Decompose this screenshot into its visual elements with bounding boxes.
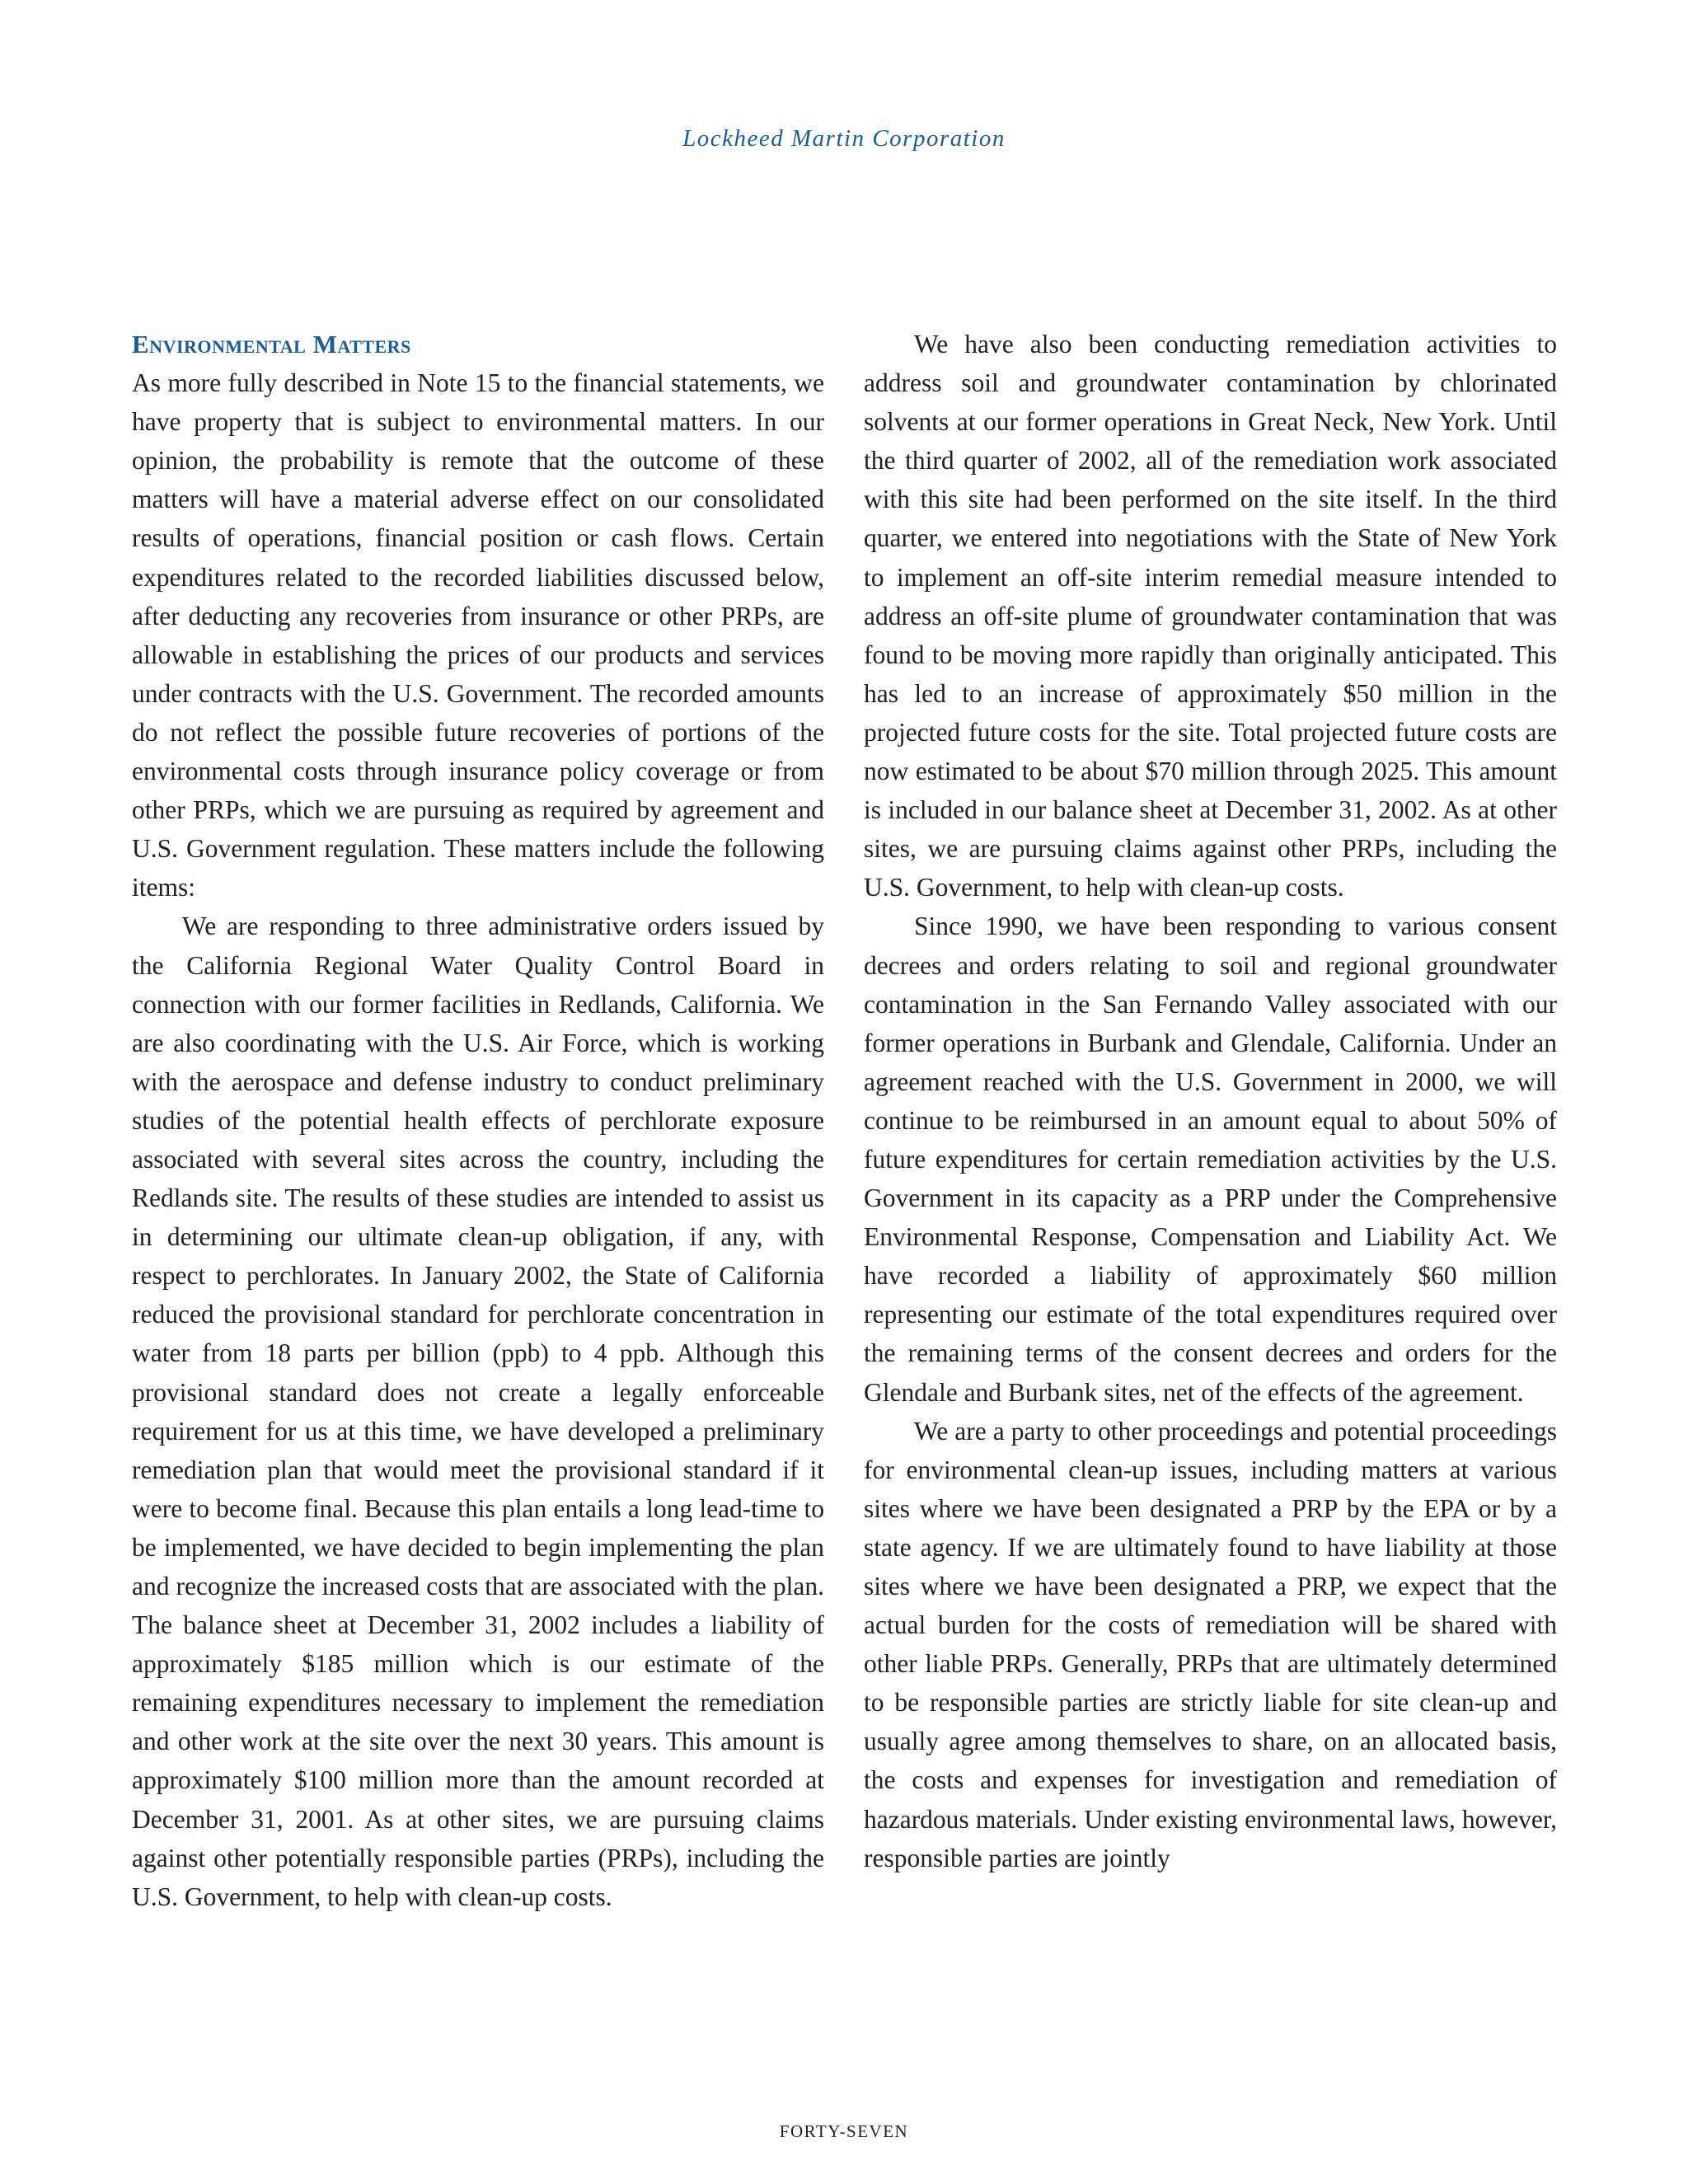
- paragraph: We are a party to other proceedings and potential proceedings for environmental clean-up issues, including matters at various sites where we have been designated a PRP by the EPA or by a state agency. If we are ultimately found to have liability at those sites where we have been designated a PRP, we expect that the actual burden for the costs of remediation will be shared with other liable PRPs. Generally, PRPs that are ultimately determined to be responsible parties are strictly liable for site clean-up and usually agree among themselves to share, on an allocated basis, the costs and expenses for investigation and remediation of hazardous materials. Under existing environmental laws, however, responsible parties are jointly: [864, 1416, 1557, 1872]
- right-column: [864, 325, 1557, 1877]
- page-number: FORTY-SEVEN: [779, 2121, 909, 2141]
- paragraph: We are responding to three administrative orders issued by the California Regional Water Quality Control Board in connection with our former facilities in Redlands, California. We are also coordinating with the U.S. Air Force, which is working with the aerospace and defense industry to conduct preliminary studies of the potential health effects of perchlorate exposure associated with several sites across the country, including the Redlands site. The results of these studies are intended to assist us in determining our ultimate clean-up obligation, if any, with respect to perchlorates. In January 2002, the State of California reduced the provisional standard for perchlorate concentration in water from 18 parts per billion (ppb) to 4 ppb. Although this provisional standard does not create a legally enforceable requirement for us at this time, we have developed a preliminary remediation plan that would meet the provisional standard if it were to become final. Because this plan entails a long lead-time to be implemented, we have decided to begin implementing the plan and recognize the increased costs that are associated with the plan. The balance sheet at December 31, 2002 includes a liability of approximately $185 million which is our estimate of the remaining expenditures necessary to implement the remediation and other work at the site over the next 30 years. This amount is approximately $100 million more than the amount recorded at December 31, 2001. As at other sites, we are pursuing claims against other potentially responsible parties (PRPs), including the U.S. Government, to help with clean-up costs.: [132, 912, 824, 1911]
- paragraph: Since 1990, we have been responding to various consent decrees and orders relating to soil and regional groundwater contamination in the San Fernando Valley associated with our former operations in Burbank and Glendale, California. Under an agreement reached with the U.S. Government in 2000, we will continue to be reimbursed in an amount equal to about 50% of future expenditures for certain remediation activities by the U.S. Government in its capacity as a PRP under the Comprehensive Environmental Response, Compensation and Liability Act. We have recorded a liability of approximately $60 million representing our estimate of the total expenditures required over the remaining terms of the consent decrees and orders for the Glendale and Burbank sites, net of the effects of the agreement.: [864, 912, 1557, 1407]
- paragraph: We have also been conducting remediation activities to address soil and groundwater contamination by chlorinated solvents at our former operations in Great Neck, New York. Until the third quarter of 2002, all of the remediation work associated with this site had been performed on the site itself. In the third quarter, we entered into negotiations with the State of New York to implement an off-site interim remedial measure intended to address an off-site plume of groundwater contamination that was found to be moving more rapidly than originally anticipated. This has led to an increase of approximately $50 million in the projected future costs for the site. Total projected future costs are now estimated to be about $70 million through 2025. This amount is included in our balance sheet at December 31, 2002. As at other sites, we are pursuing claims against other PRPs, including the U.S. Government, to help with clean-up costs.: [864, 330, 1557, 902]
- left-column: [132, 325, 824, 1916]
- section-title: Environmental Matters: [132, 330, 411, 359]
- paragraph: As more fully described in Note 15 to the financial statements, we have property that is subject to environmental matters. In our opinion, the probability is remote that the outcome of these matters will have a material adverse effect on our consolidated results of operations, financial position or cash flows. Certain expenditures related to the recorded liabilities discussed below, after deducting any recoveries from insurance or other PRPs, are allowable in establishing the prices of our products and services under contracts with the U.S. Government. The recorded amounts do not reflect the possible future recoveries of portions of the environmental costs through insurance policy coverage or from other PRPs, which we are pursuing as required by agreement and U.S. Government regulation. These matters include the following items:: [132, 368, 824, 902]
- running-header: Lockheed Martin Corporation: [682, 125, 1006, 152]
